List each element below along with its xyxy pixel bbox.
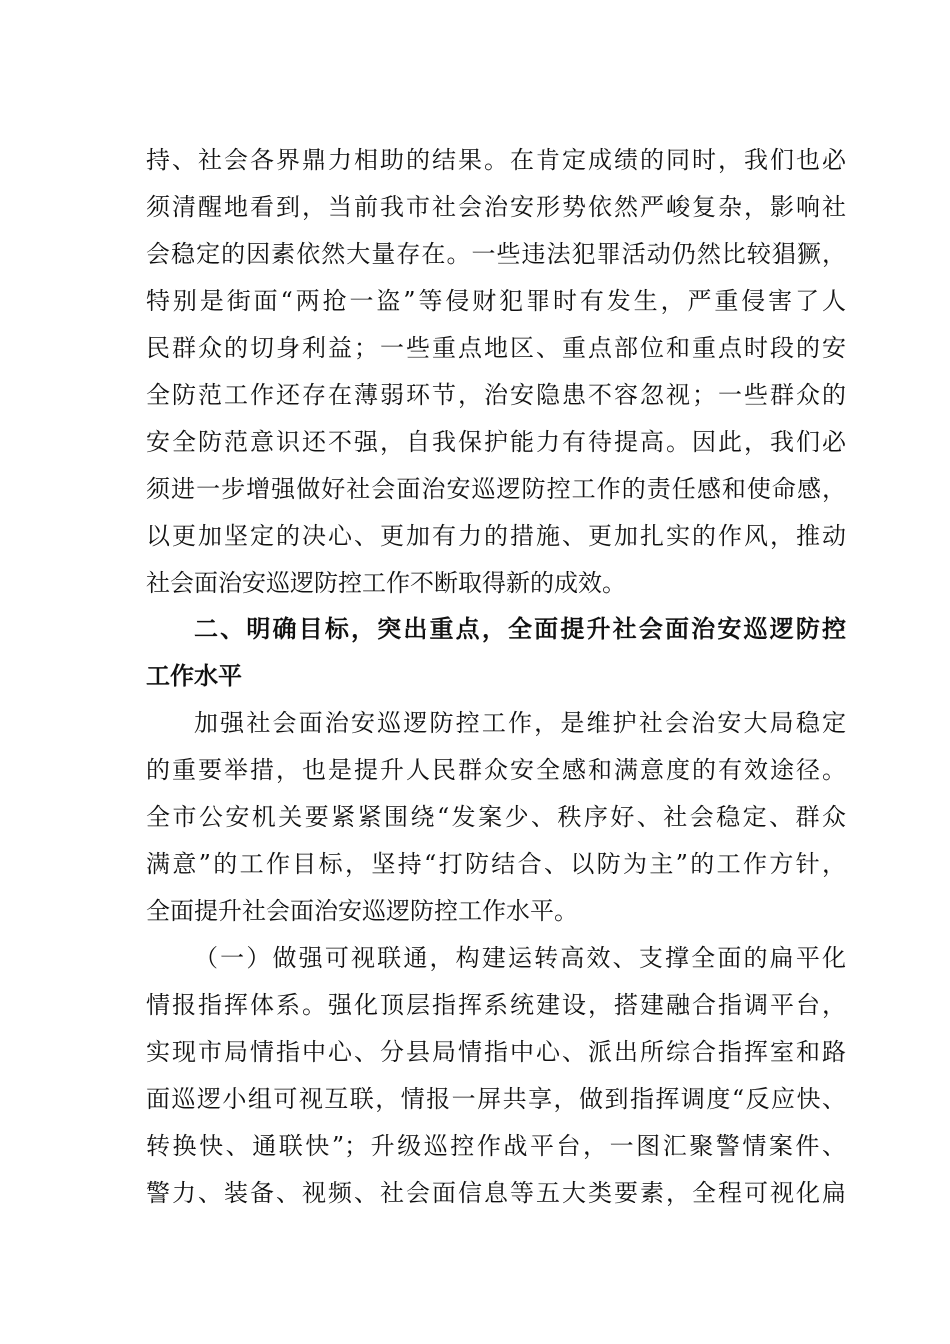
section-heading-line-1: 二、明确目标，突出重点，全面提升社会面治安巡逻防控 xyxy=(194,615,846,643)
paragraph-3-line-2: 情报指挥体系。强化顶层指挥系统建设，搭建融合指调平台， xyxy=(146,991,846,1019)
paragraph-1-line-1: 持、社会各界鼎力相助的结果。在肯定成绩的同时，我们也必 xyxy=(146,146,846,174)
paragraph-1-line-5: 民群众的切身利益；一些重点地区、重点部位和重点时段的安 xyxy=(146,334,846,362)
paragraph-1-line-4: 特别是街面“两抢一盗”等侵财犯罪时有发生，严重侵害了人 xyxy=(146,287,846,315)
paragraph-3-line-6: 警力、装备、视频、社会面信息等五大类要素，全程可视化扁 xyxy=(146,1179,846,1207)
paragraph-1-line-8: 须进一步增强做好社会面治安巡逻防控工作的责任感和使命感， xyxy=(146,475,846,503)
paragraph-3-line-3: 实现市局情指中心、分县局情指中心、派出所综合指挥室和路 xyxy=(146,1038,846,1066)
paragraph-1-line-10: 社会面治安巡逻防控工作不断取得新的成效。 xyxy=(146,569,626,597)
paragraph-2-line-3: 全市公安机关要紧紧围绕“发案少、秩序好、社会稳定、群众 xyxy=(146,803,846,831)
paragraph-3-line-4: 面巡逻小组可视互联，情报一屏共享，做到指挥调度“反应快、 xyxy=(146,1085,846,1113)
paragraph-2-line-4: 满意”的工作目标，坚持“打防结合、以防为主”的工作方针， xyxy=(146,850,846,878)
section-heading-line-2: 工作水平 xyxy=(146,662,242,690)
paragraph-2-line-1: 加强社会面治安巡逻防控工作，是维护社会治安大局稳定 xyxy=(194,709,846,737)
paragraph-2-line-5: 全面提升社会面治安巡逻防控工作水平。 xyxy=(146,897,578,925)
paragraph-2-line-2: 的重要举措，也是提升人民群众安全感和满意度的有效途径。 xyxy=(146,756,846,784)
paragraph-1-line-3: 会稳定的因素依然大量存在。一些违法犯罪活动仍然比较猖獗， xyxy=(146,240,846,268)
paragraph-1-line-2: 须清醒地看到，当前我市社会治安形势依然严峻复杂，影响社 xyxy=(146,193,846,221)
paragraph-3-line-5: 转换快、通联快”；升级巡控作战平台，一图汇聚警情案件、 xyxy=(146,1132,846,1160)
paragraph-3-line-1: （一）做强可视联通，构建运转高效、支撑全面的扁平化 xyxy=(194,944,846,972)
paragraph-1-line-7: 安全防范意识还不强，自我保护能力有待提高。因此，我们必 xyxy=(146,428,846,456)
paragraph-1-line-6: 全防范工作还存在薄弱环节，治安隐患不容忽视；一些群众的 xyxy=(146,381,846,409)
paragraph-1-line-9: 以更加坚定的决心、更加有力的措施、更加扎实的作风，推动 xyxy=(146,522,846,550)
